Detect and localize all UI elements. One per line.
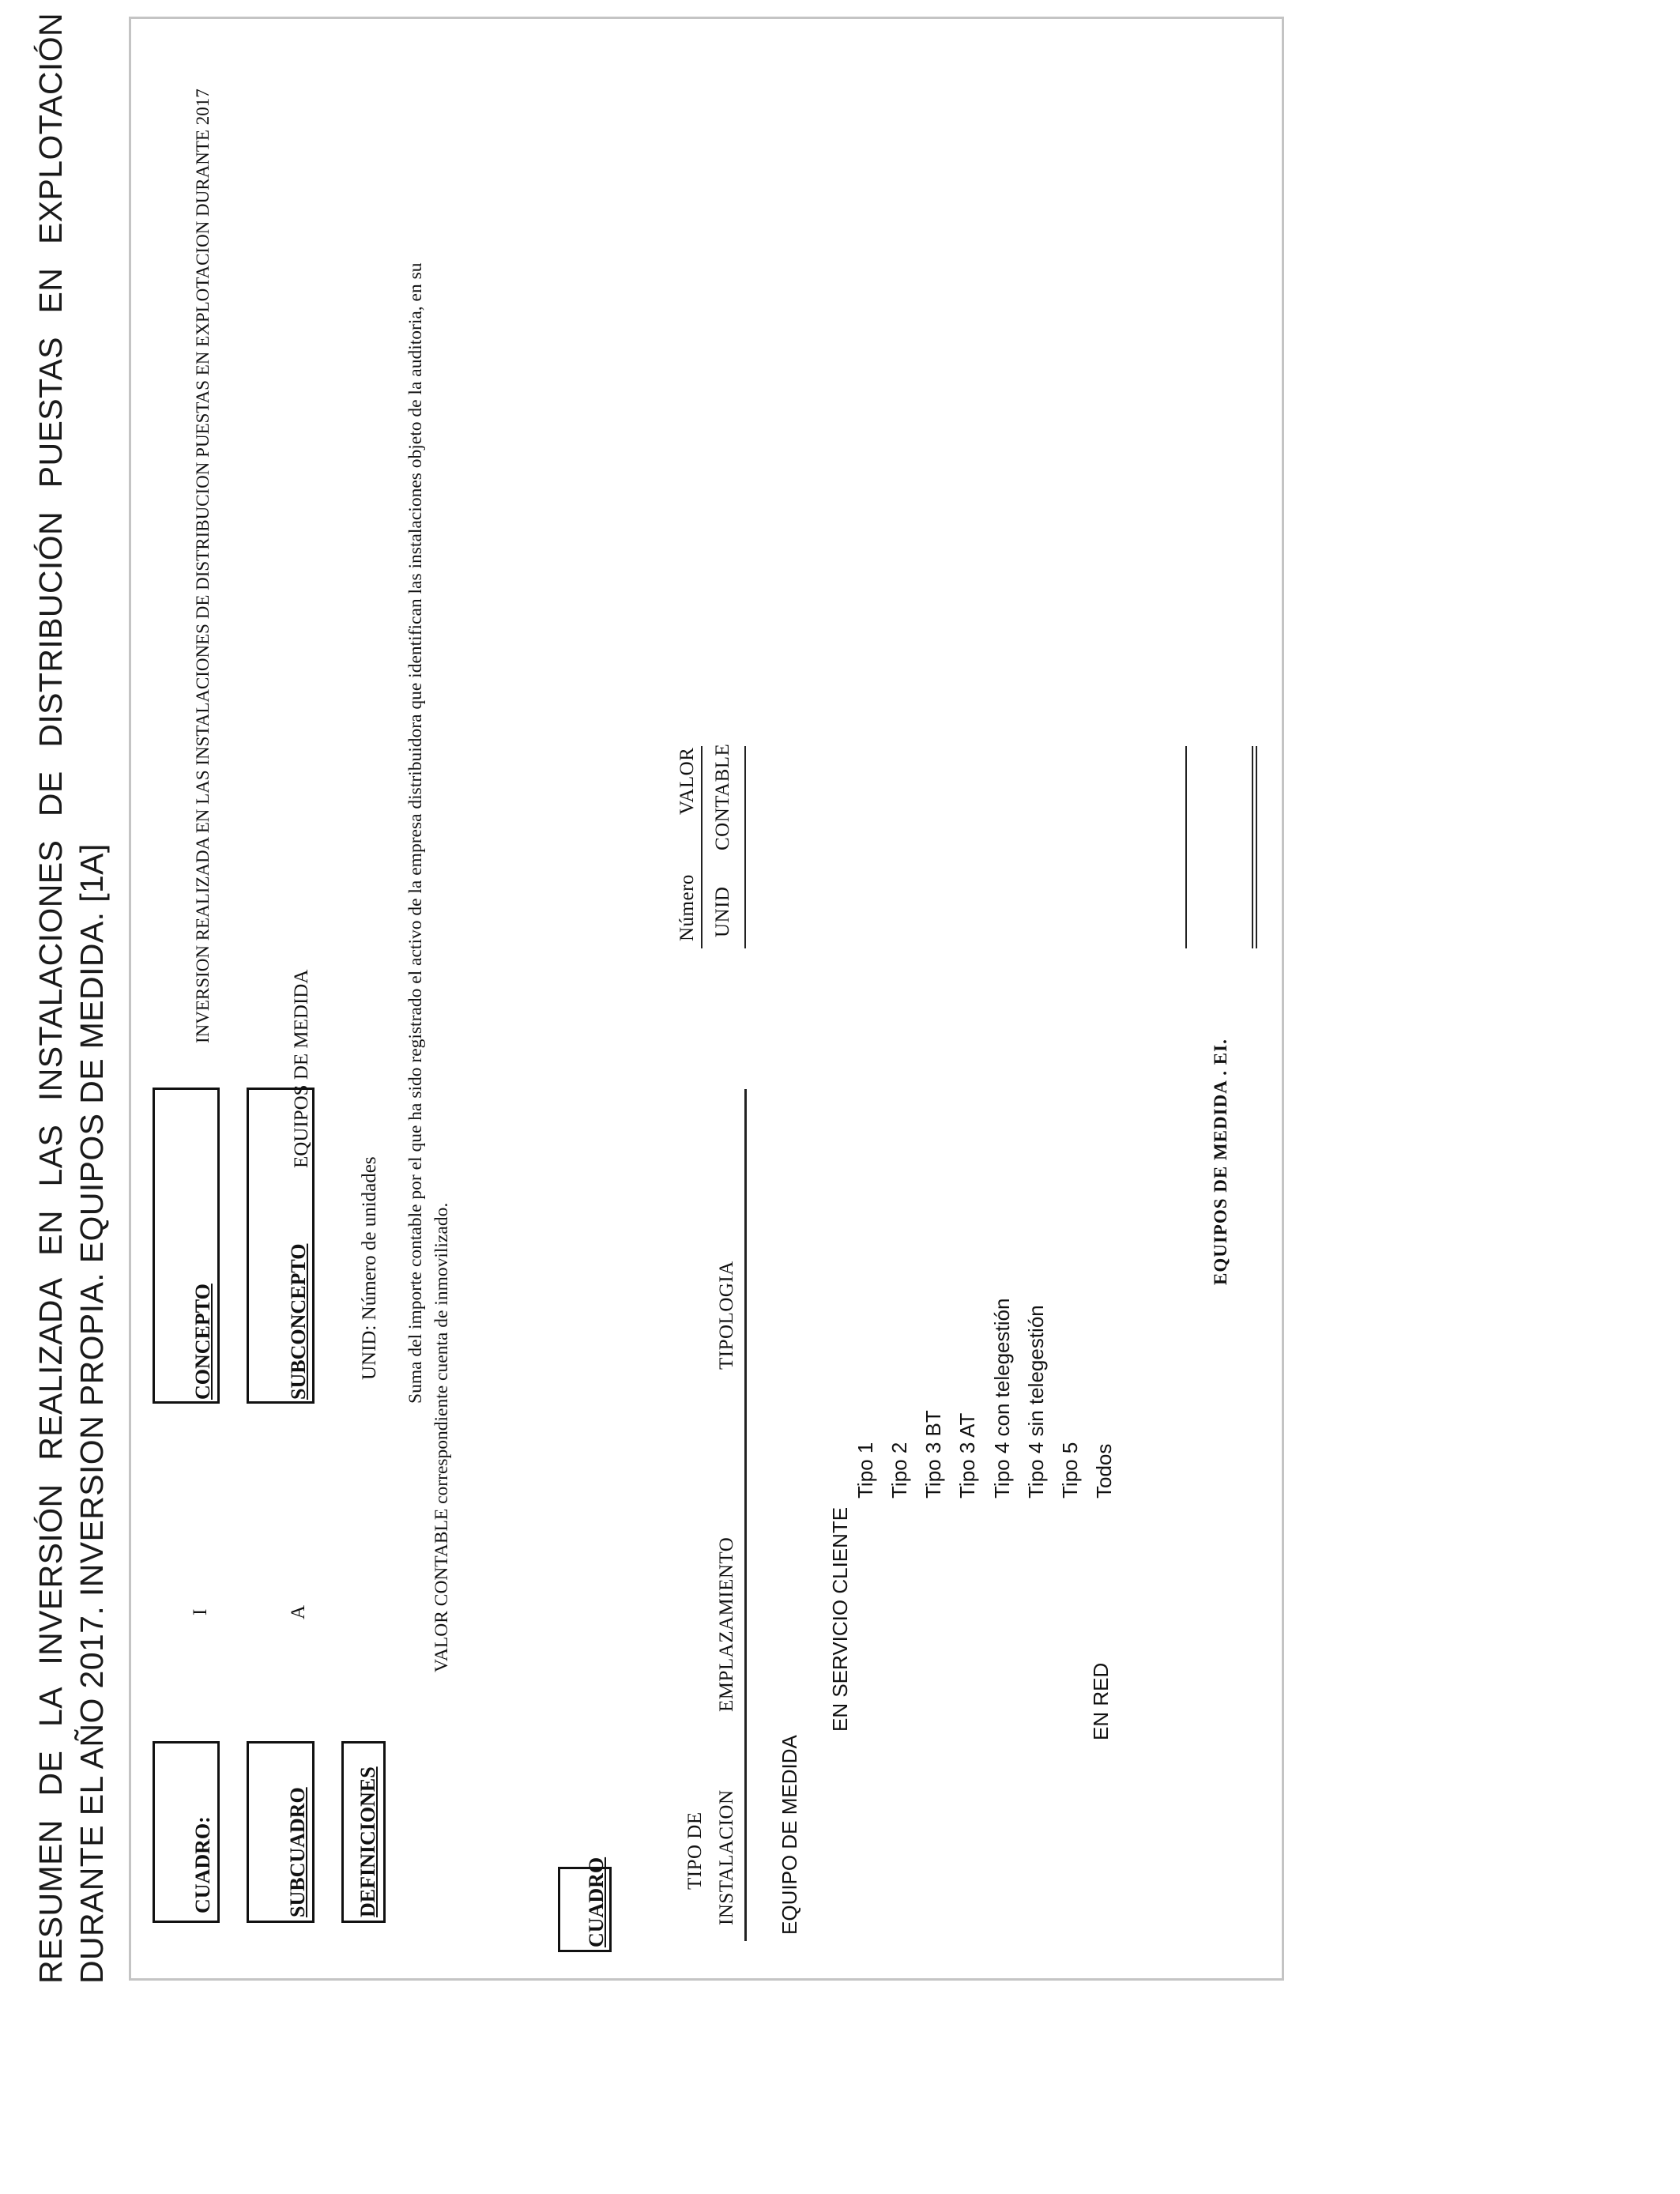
installation-type: EQUIPO DE MEDIDA xyxy=(778,1735,801,1935)
header-unid: UNID xyxy=(712,886,733,937)
subtotal-rule xyxy=(1185,746,1187,948)
subcuadro-label: SUBCUADRO xyxy=(286,1787,309,1917)
typology-item: Tipo 3 BT xyxy=(921,1410,945,1498)
cuadro-label: CUADRO: xyxy=(191,1816,214,1913)
location-en-servicio-cliente: EN SERVICIO CLIENTE xyxy=(828,1506,852,1732)
header-contable: CONTABLE xyxy=(712,743,733,850)
title-line-2: DURANTE EL AÑO 2017. INVERSION PROPIA. EQUIPOS DE MEDIDA. [1A] xyxy=(73,843,110,1984)
subcuadro-value: A xyxy=(288,1604,309,1619)
typology-item: Tipo 1 xyxy=(853,1442,877,1498)
header-mid-rule xyxy=(701,746,703,948)
valor-definition-line-1: Suma del importe contable por el que ha sido registrado el activo de la empresa distribuidora que identifican las instalaciones objeto de la auditoria, en su xyxy=(405,262,426,1404)
header-instalacion: INSTALACION xyxy=(716,1789,737,1925)
definiciones-label: DEFINICIONES xyxy=(356,1766,379,1917)
concepto-value: INVERSION REALIZADA EN LAS INSTALACIONES DE DISTRIBUCION PUESTAS EN EXPLOTACION DURANTE 2017 xyxy=(193,89,213,1043)
typology-item: Tipo 4 sin telegestión xyxy=(1024,1305,1048,1498)
valor-definition-line-2: VALOR CONTABLE correspondiente cuenta de inmovilizado. xyxy=(431,1202,452,1672)
typology-item: Tipo 2 xyxy=(887,1442,911,1498)
cuadro-value: I xyxy=(190,1608,211,1615)
typology-item: Tipo 3 AT xyxy=(955,1412,979,1498)
typology-item: Tipo 5 xyxy=(1058,1442,1082,1498)
title-line-1: RESUMEN DE LA INVERSIÓN REALIZADA EN LAS INSTALACIONES DE DISTRIBUCIÓN PUESTAS EN EXPLOTACIÓN xyxy=(32,13,69,1984)
location-en-red: EN RED xyxy=(1089,1662,1113,1740)
header-numero: Número xyxy=(676,874,698,941)
typology-item: Todos xyxy=(1092,1443,1116,1498)
total-double-rule xyxy=(1252,746,1257,948)
page-title xyxy=(30,13,112,1984)
subconcepto-label: SUBCONCEPTO xyxy=(287,1243,310,1400)
cuadro-label-2: CUADRO xyxy=(585,1857,608,1947)
header-tipo-de: TIPO DE xyxy=(684,1811,706,1890)
typology-item: Tipo 4 con telegestión xyxy=(990,1298,1014,1498)
subconcepto-value: EQUIPOS DE MEDIDA xyxy=(291,969,312,1168)
header-right-rule xyxy=(744,746,746,948)
header-valor: VALOR xyxy=(676,747,698,815)
header-rule xyxy=(744,1089,747,1941)
header-tipologia: TIPOLOGIA xyxy=(716,1261,737,1370)
concepto-label: CONCEPTO xyxy=(191,1284,214,1400)
unid-definition: UNID: Número de unidades xyxy=(359,1156,380,1380)
total-label: EQUIPOS DE MEDIDA . EI. xyxy=(1211,1039,1230,1285)
header-emplazamiento: EMPLAZAMIENTO xyxy=(716,1536,737,1712)
